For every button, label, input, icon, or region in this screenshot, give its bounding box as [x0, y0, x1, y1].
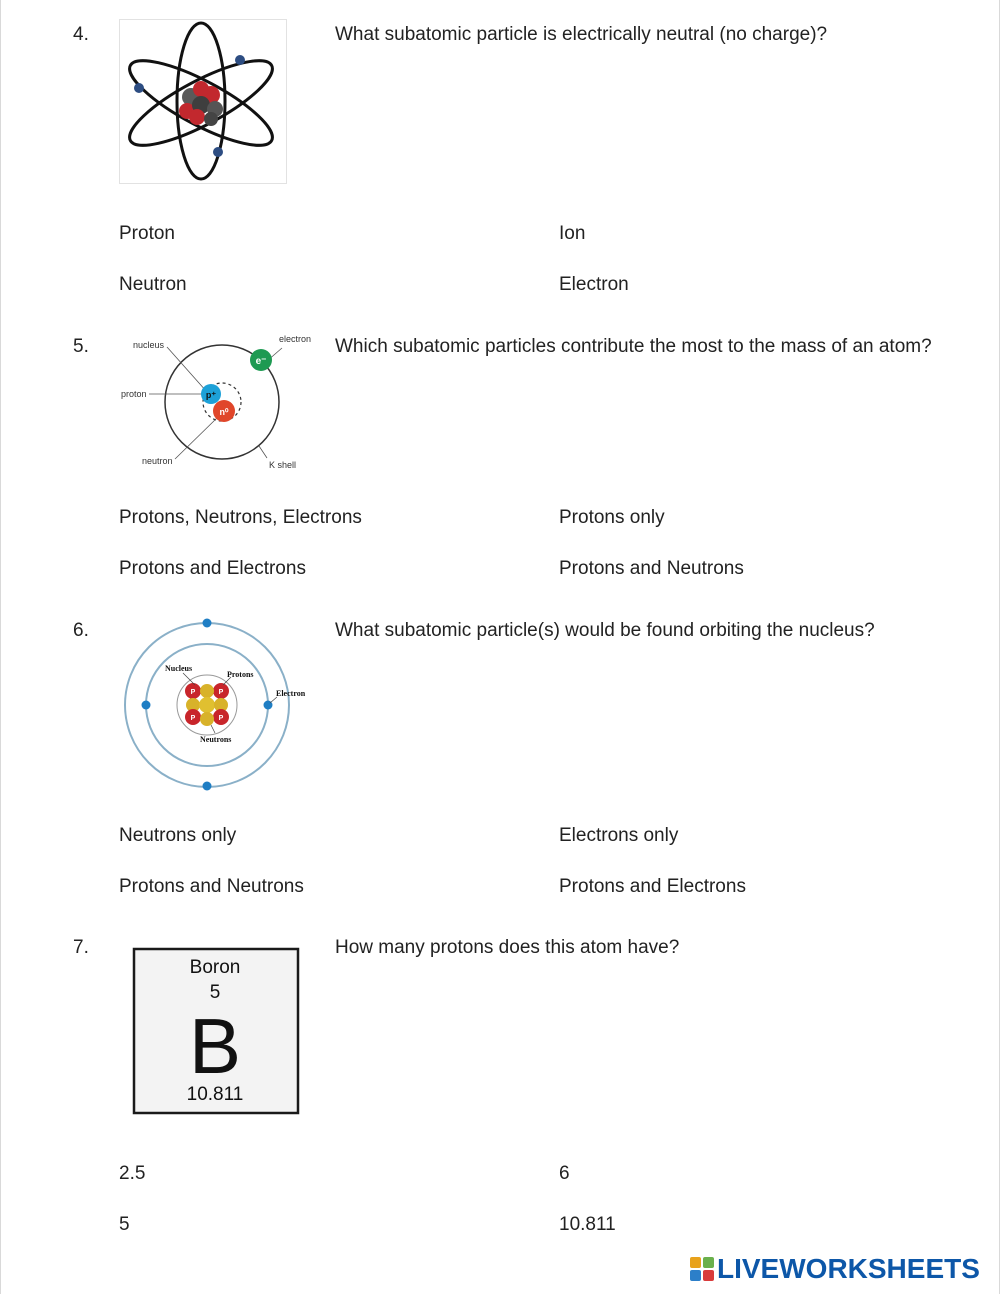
label-electron: Electron [276, 689, 306, 698]
label-nucleus: nucleus [133, 340, 165, 350]
atom-shell-diagram [115, 330, 320, 475]
brand-name: LIVEWORKSHEETS [717, 1253, 980, 1284]
answer-option[interactable]: Electron [559, 274, 629, 295]
question-number: 7. [73, 937, 89, 958]
proton-mark: P [218, 689, 224, 696]
question-text: How many protons does this atom have? [335, 937, 680, 958]
label-protons: Protons [227, 670, 254, 679]
label-proton: proton [121, 389, 147, 399]
label-neutron: neutron [142, 456, 173, 466]
electron-dot [134, 83, 144, 93]
element-mass: 10.811 [186, 1084, 244, 1105]
electron-symbol: e⁻ [255, 356, 267, 367]
question-number: 5. [73, 336, 89, 357]
answer-option[interactable]: Protons only [559, 507, 665, 528]
proton-mark: P [218, 715, 224, 722]
answer-option[interactable]: Protons and Electrons [119, 558, 306, 579]
answer-option[interactable]: Proton [119, 223, 175, 244]
label-electron: electron [279, 334, 312, 344]
atom-orbit-image [119, 19, 287, 184]
neutron-symbol: n⁰ [219, 407, 229, 417]
answer-option[interactable]: Protons and Electrons [559, 876, 746, 897]
proton-mark: P [190, 715, 196, 722]
answer-option[interactable]: Neutron [119, 274, 187, 295]
label-neutrons: Neutrons [200, 735, 232, 744]
question-text: What subatomic particle(s) would be found orbiting the nucleus? [335, 620, 875, 641]
element-number: 5 [209, 982, 221, 1003]
answer-option[interactable]: Protons, Neutrons, Electrons [119, 507, 362, 528]
answer-option[interactable]: 2.5 [119, 1163, 146, 1184]
bohr-model-diagram [119, 615, 319, 795]
answer-option[interactable]: 5 [119, 1214, 130, 1235]
logo-grid-icon [690, 1257, 714, 1281]
electron-dot [213, 147, 223, 157]
liveworksheets-logo [690, 1254, 980, 1284]
electron-dot [235, 55, 245, 65]
answer-option[interactable]: 6 [559, 1163, 570, 1184]
answer-option[interactable]: 10.811 [559, 1214, 616, 1235]
question-text: What subatomic particle is electrically neutral (no charge)? [335, 24, 828, 45]
label-k-shell: K shell [269, 460, 297, 470]
electron-dot [203, 782, 212, 791]
electron-dot [203, 619, 212, 628]
label-nucleus: Nucleus [165, 664, 193, 673]
element-symbol: B [188, 1002, 242, 1090]
answer-option[interactable]: Protons and Neutrons [119, 876, 304, 897]
question-number: 6. [73, 620, 89, 641]
proton-mark: P [190, 689, 196, 696]
boron-element-tile [132, 947, 302, 1117]
element-name: Boron [189, 957, 241, 978]
answer-option[interactable]: Electrons only [559, 825, 679, 846]
answer-option[interactable]: Protons and Neutrons [559, 558, 744, 579]
proton-symbol: p⁺ [205, 390, 217, 400]
electron-dot [142, 701, 151, 710]
question-number: 4. [73, 24, 89, 45]
question-text: Which subatomic particles contribute the most to the mass of an atom? [335, 336, 932, 357]
answer-option[interactable]: Ion [559, 223, 586, 244]
answer-option[interactable]: Neutrons only [119, 825, 237, 846]
page-left-border [0, 0, 1, 1294]
